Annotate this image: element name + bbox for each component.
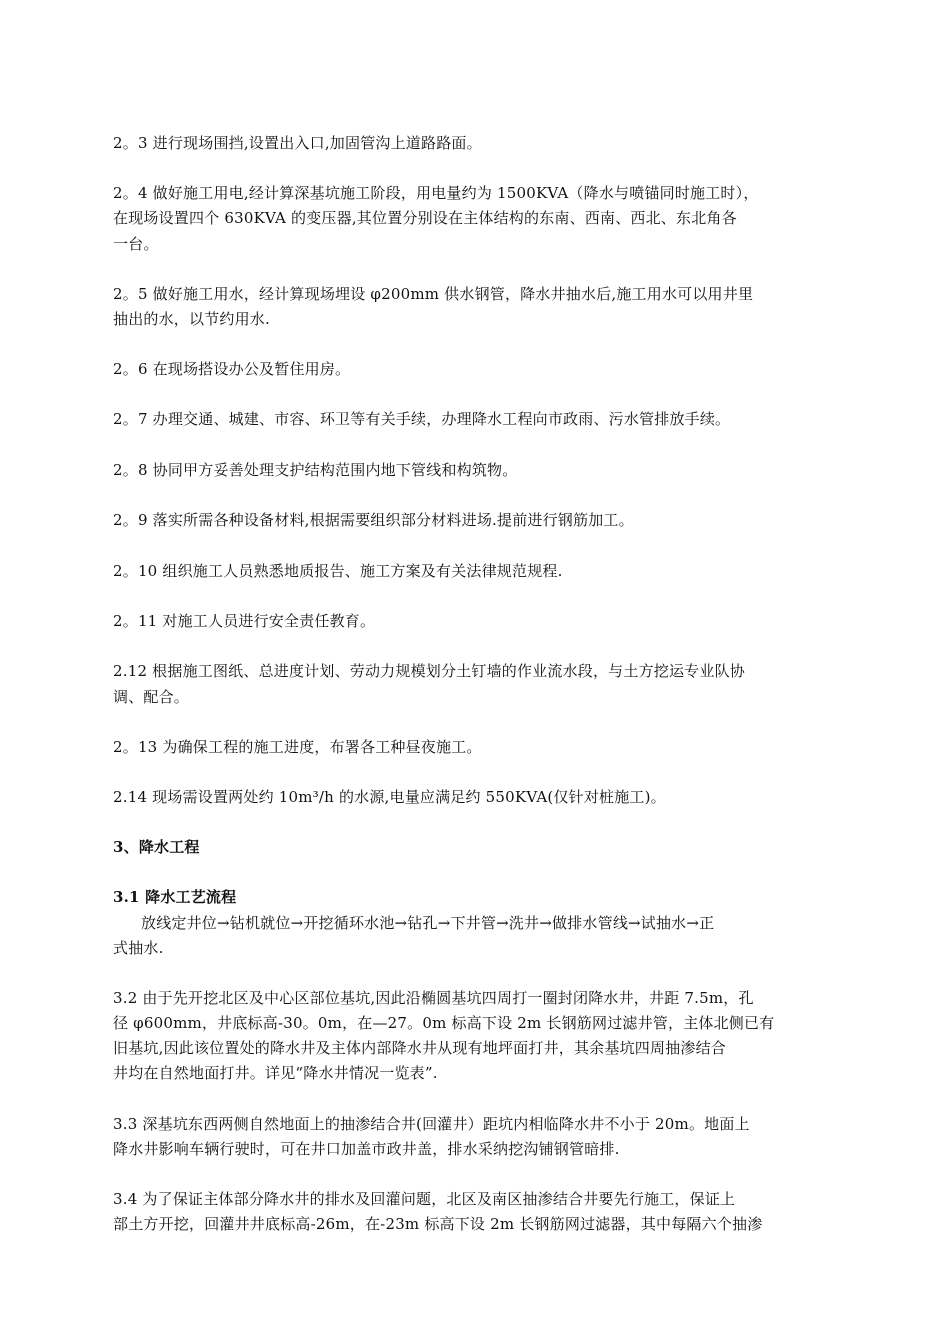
section-heading: 3、降水工程	[113, 838, 200, 856]
text-line: 2。4 做好施工用电,经计算深基坑施工阶段，用电量约为 1500KVA（降水与喷锚同时施工时），	[113, 184, 759, 202]
text-line: 径 φ600mm，井底标高-30。0m，在—27。0m 标高下设 2m 长钢筋网过滤井管，主体北侧已有	[113, 1014, 775, 1032]
text-line: 在现场设置四个 630KVA 的变压器,其位置分别设在主体结构的东南、西南、西北、东北角各	[113, 209, 737, 227]
text-line: 2.14 现场需设置两处约 10m³/h 的水源,电量应满足约 550KVA(仅针对桩施工)。	[113, 788, 666, 806]
text-line: 2。13 为确保工程的施工进度，布署各工种昼夜施工。	[113, 738, 482, 756]
text-line: 2。3 进行现场围挡,设置出入口,加固管沟上道路路面。	[113, 134, 482, 152]
text-line: 井均在自然地面打井。详见“降水井情况一览表”.	[113, 1064, 438, 1082]
text-line: 式抽水.	[113, 939, 164, 957]
text-line: 2.12 根据施工图纸、总进度计划、劳动力规模划分土钉墙的作业流水段，与土方挖运专业队协	[113, 662, 745, 680]
text-line: 3.4 为了保证主体部分降水井的排水及回灌问题，北区及南区抽渗结合井要先行施工，保证上	[113, 1190, 736, 1208]
text-line: 2。9 落实所需各种设备材料,根据需要组织部分材料进场.提前进行钢筋加工。	[113, 511, 634, 529]
text-line: 调、配合。	[113, 688, 190, 706]
text-line: 2。8 协同甲方妥善处理支护结构范围内地下管线和构筑物。	[113, 461, 518, 479]
text-line: 2。6 在现场搭设办公及暂住用房。	[113, 360, 351, 378]
text-line: 降水井影响车辆行驶时，可在井口加盖市政井盖，排水采纳挖沟铺钢管暗排.	[113, 1140, 620, 1158]
text-line: 2。7 办理交通、城建、市容、环卫等有关手续，办理降水工程向市政雨、污水管排放手续。	[113, 410, 731, 428]
text-line: 3.3 深基坑东西两侧自然地面上的抽渗结合井(回灌井）距坑内相临降水井不小于 20m。地面上	[113, 1115, 750, 1133]
text-line: 一台。	[113, 235, 159, 253]
subsection-heading: 3.1 降水工艺流程	[113, 888, 237, 906]
text-line: 2。5 做好施工用水，经计算现场埋设 φ200mm 供水钢管，降水井抽水后,施工用水可以用井里	[113, 285, 754, 303]
text-line: 放线定井位→钻机就位→开挖循环水池→钻孔→下井管→洗井→做排水管线→试抽水→正	[141, 914, 715, 932]
text-line: 2。10 组织施工人员熟悉地质报告、施工方案及有关法律规范规程.	[113, 562, 563, 580]
text-line: 旧基坑,因此该位置处的降水井及主体内部降水井从现有地坪面打井，其余基坑四周抽渗结合	[113, 1039, 726, 1057]
text-line: 2。11 对施工人员进行安全责任教育。	[113, 612, 376, 630]
text-line: 3.2 由于先开挖北区及中心区部位基坑,因此沿椭圆基坑四周打一圈封闭降水井，井距 7.5m，孔	[113, 989, 754, 1007]
text-line: 部土方开挖，回灌井井底标高-26m，在-23m 标高下设 2m 长钢筋网过滤器，其中每隔六个抽渗	[113, 1215, 763, 1233]
text-line: 抽出的水，以节约用水.	[113, 310, 270, 328]
